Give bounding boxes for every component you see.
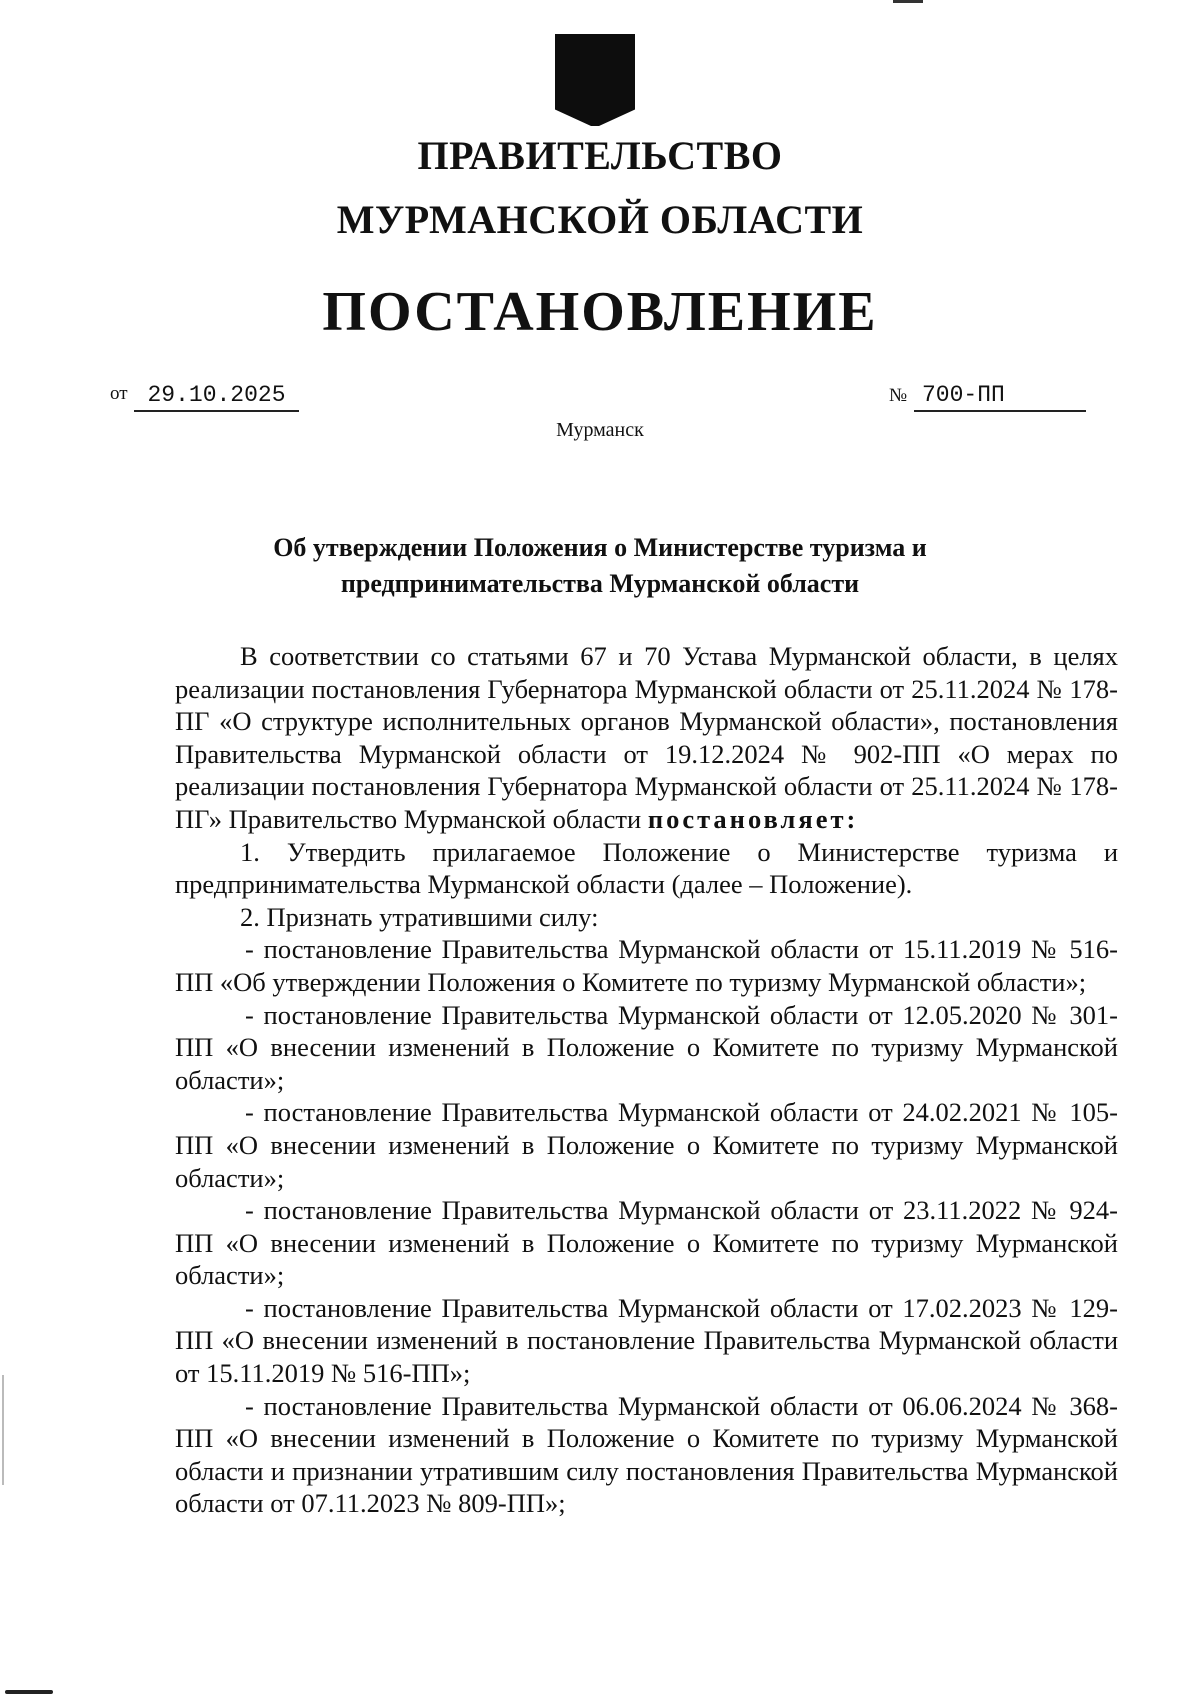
item-1-paragraph: 1. Утвердить прилагаемое Положение о Министерстве туризма и предпринимательства Мурманской области (далее – Положение). [175, 836, 1118, 900]
date-prefix: от [110, 383, 128, 404]
preamble-paragraph [175, 640, 1118, 836]
document-type: ПОСТАНОВЛЕНИЕ [322, 281, 878, 343]
repealed-item: - постановление Правительства Мурманской области от 06.06.2024 № 368-ПП «О внесении изменений в Положение о Комитете по туризму Мурманской области и признании утратившим силу постановления Правительства Мурманской области от 07.11.2023 № 809-ПП»; [175, 1390, 1118, 1519]
decree-word: постановляет: [647, 803, 859, 834]
coat-of-arms-emblem [555, 34, 635, 126]
scan-mark-left [2, 1375, 4, 1485]
scan-mark-bottom [5, 1690, 53, 1694]
repealed-item: - постановление Правительства Мурманской области от 17.02.2023 № 129-ПП «О внесении изменений в постановление Правительства Мурманской области от 15.11.2019 № 516-ПП»; [175, 1292, 1118, 1389]
preamble-text: В соответствии со статьями 67 и 70 Устава Мурманской области, в целях реализации постановления Губернатора Мурманской области от 25.11.2024 № 178-ПГ «О структуре исполнительных органов Мурманской области», постановления Правительства Мурманской области от 19.12.2024 № 902-ПП «О мерах по реализации постановления Губернатора Мурманской области от 25.11.2024 № 178-ПГ» Правительство Мурманской области [175, 641, 1118, 834]
document-date: 29.10.2025 [134, 384, 299, 412]
scan-mark-top [893, 0, 923, 3]
number-prefix: № [889, 385, 908, 406]
repealed-item: - постановление Правительства Мурманской области от 12.05.2020 № 301-ПП «О внесении изменений в Положение о Комитете по туризму Мурманской области»; [175, 999, 1118, 1095]
document-title [150, 530, 1050, 602]
document-body [175, 640, 1118, 1520]
item-2-paragraph: 2. Признать утратившими силу: [240, 901, 599, 932]
document-number: 700-ПП [914, 384, 1086, 412]
title-line-2: предпринимательства Мурманской области [340, 569, 860, 598]
title-line-1: Об утверждении Положения о Министерстве туризма и [273, 533, 927, 562]
org-name-line2: МУРМАНСКОЙ ОБЛАСТИ [336, 197, 864, 242]
repealed-item: - постановление Правительства Мурманской области от 23.11.2022 № 924-ПП «О внесении изменений в Положение о Комитете по туризму Мурманской области»; [175, 1195, 1118, 1291]
org-name-line1: ПРАВИТЕЛЬСТВО [417, 133, 783, 178]
city-name: Мурманск [556, 419, 644, 441]
repealed-item: - постановление Правительства Мурманской области от 15.11.2019 № 516-ПП «Об утверждении Положения о Комитете по туризму Мурманской области»; [175, 934, 1118, 997]
repealed-item: - постановление Правительства Мурманской области от 24.02.2021 № 105-ПП «О внесении изменений в Положение о Комитете по туризму Мурманской области»; [175, 1097, 1118, 1193]
